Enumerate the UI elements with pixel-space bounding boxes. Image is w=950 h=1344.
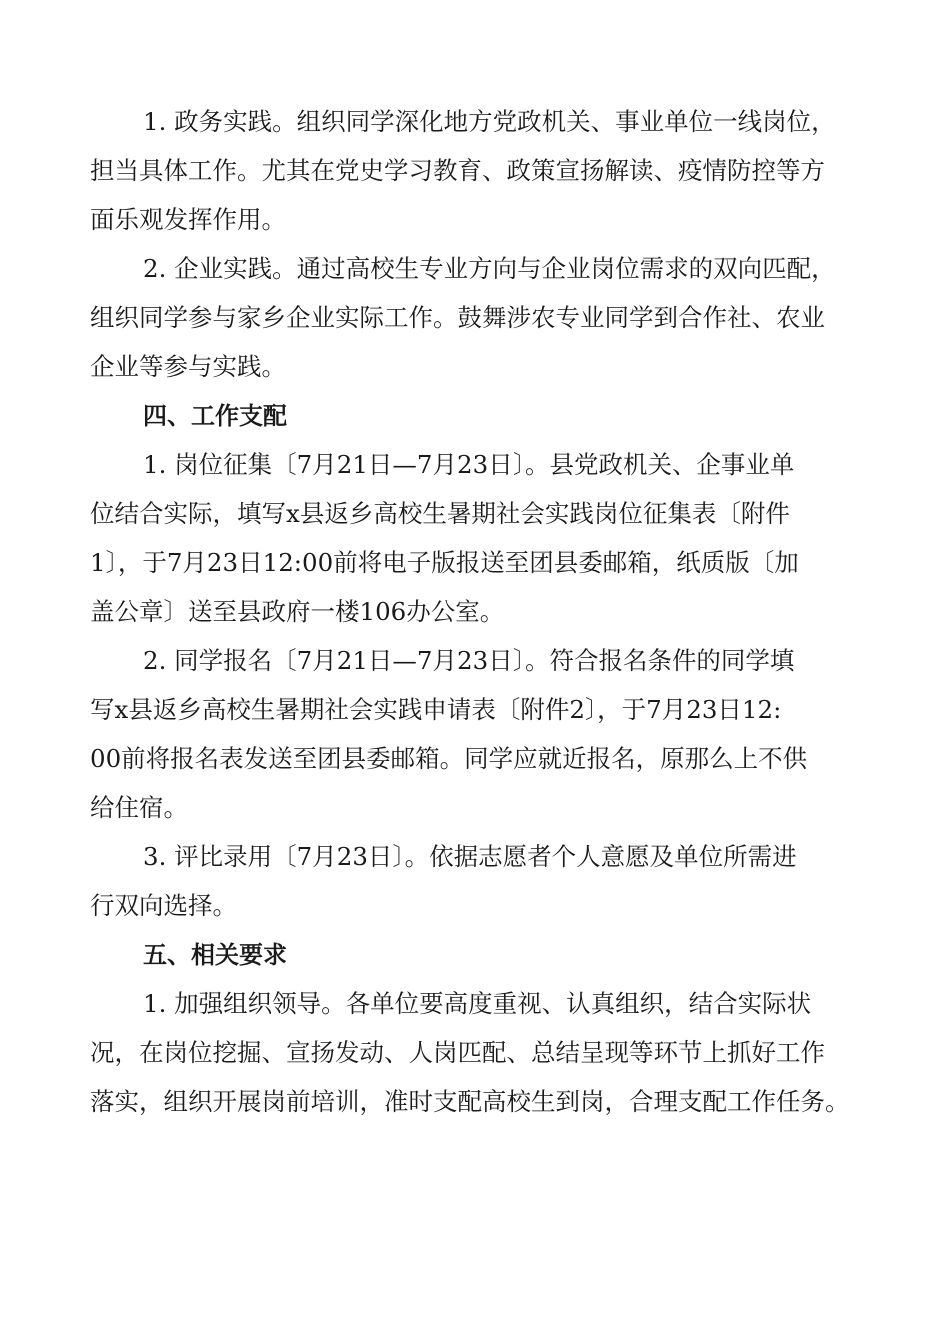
paragraph-line: 2. 企业实践。通过高校生专业方向与企业岗位需求的双向匹配， (143, 254, 836, 283)
paragraph-line: 位结合实际，填写x县返乡高校生暑期社会实践岗位征集表〔附件 (90, 499, 790, 528)
paragraph-line: 3. 评比录用〔7月23日〕。依据志愿者个人意愿及单位所需进 (143, 842, 797, 871)
paragraph-line: 况，在岗位挖掘、宣扬发动、人岗匹配、总结呈现等环节上抓好工作 (90, 1038, 825, 1067)
paragraph-line: 盖公章〕送至县政府一楼106办公室。 (90, 597, 505, 626)
paragraph-line: 组织同学参与家乡企业实际工作。鼓舞涉农专业同学到合作社、农业 (90, 303, 825, 332)
paragraph-line: 行双向选择。 (90, 891, 237, 920)
paragraph-line: 给住宿。 (90, 793, 188, 822)
section-heading: 五、相关要求 (143, 941, 287, 969)
paragraph-line: 1. 岗位征集〔7月21日—7月23日〕。县党政机关、企事业单 (143, 450, 795, 479)
paragraph-line: 1. 加强组织领导。各单位要高度重视、认真组织，结合实际状 (143, 989, 812, 1018)
paragraph-line: 企业等参与实践。 (90, 352, 286, 381)
paragraph-line: 00前将报名表发送至团县委邮箱。同学应就近报名，原那么上不供 (90, 744, 808, 773)
paragraph-line: 2. 同学报名〔7月21日—7月23日〕。符合报名条件的同学填 (143, 646, 795, 675)
paragraph-line: 落实，组织开展岗前培训，准时支配高校生到岗，合理支配工作任务。 (90, 1087, 850, 1116)
paragraph-line: 写x县返乡高校生暑期社会实践申请表〔附件2〕，于7月23日12: (90, 695, 782, 724)
paragraph-line: 担当具体工作。尤其在党史学习教育、政策宣扬解读、疫情防控等方 (90, 156, 825, 185)
section-heading: 四、工作支配 (143, 402, 287, 430)
paragraph-line: 1〕，于7月23日12:00前将电子版报送至团县委邮箱，纸质版〔加 (90, 548, 799, 577)
paragraph-line: 面乐观发挥作用。 (90, 205, 286, 234)
paragraph-line: 1. 政务实践。组织同学深化地方党政机关、事业单位一线岗位， (143, 107, 836, 136)
